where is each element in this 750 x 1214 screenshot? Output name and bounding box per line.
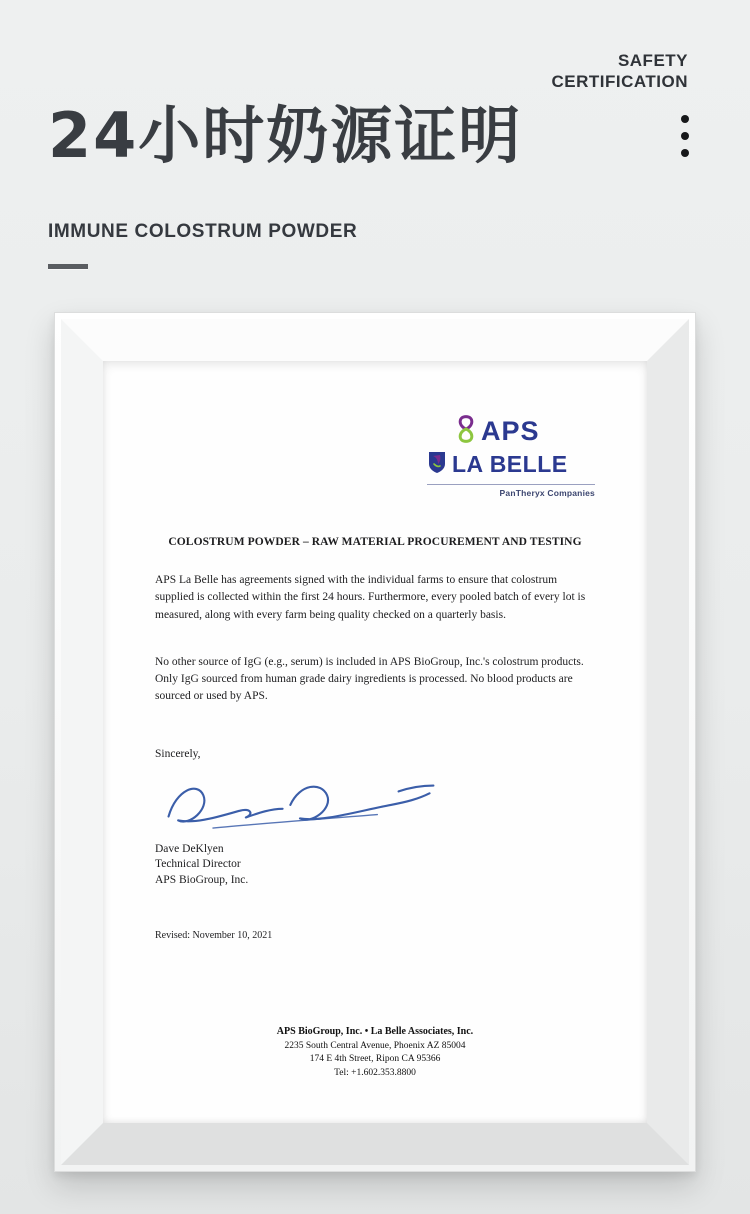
letter-title: COLOSTRUM POWDER – RAW MATERIAL PROCUREMENT AND TESTING (168, 536, 582, 548)
signer-title: Technical Director (155, 858, 241, 871)
letter-footer (103, 1025, 647, 1081)
footer-address-1: 2235 South Central Avenue, Phoenix AZ 85004 (284, 1040, 466, 1051)
vertical-ellipsis-icon (681, 115, 695, 157)
labelle-logo-row (427, 450, 595, 479)
signer-company: APS BioGroup, Inc. (155, 873, 249, 886)
aps-swirl-icon (455, 413, 477, 450)
footer-phone: Tel: +1.602.353.8800 (334, 1068, 416, 1079)
signer-block (155, 842, 595, 889)
signer-name: Dave DeKlyen (155, 842, 224, 855)
footer-address-2: 174 E 4th Street, Ripon CA 95366 (309, 1054, 441, 1065)
letter-paragraph-1: APS La Belle has agreements signed with the individual farms to ensure that colostrum supplied is collected within the first 24 hours. Furthermore, every pooled batch of every lot is measured, along with every farm being quality checked on a quarterly basis. (155, 574, 586, 621)
letter-closing: Sincerely, (155, 747, 201, 760)
divider-dash (48, 264, 88, 269)
safety-certification-label (551, 50, 688, 93)
frame-band (61, 319, 689, 1165)
letter-paragraph-2: No other source of IgG (e.g., serum) is included in APS BioGroup, Inc.'s colostrum products. Only IgG sourced from human grade dairy ingredients is processed. No blood products are sourced or used by APS. (155, 655, 584, 703)
aps-wordmark: APS (481, 416, 540, 446)
footer-company-line: APS BioGroup, Inc. • La Belle Associates, Inc. (276, 1026, 474, 1038)
safety-label-line2: CERTIFICATION (551, 72, 688, 92)
revised-date: Revised: November 10, 2021 (155, 930, 273, 942)
labelle-shield-icon (427, 450, 447, 479)
certificate-letter (103, 361, 647, 1123)
logo-divider (427, 484, 595, 485)
labelle-wordmark: LA BELLE (452, 451, 568, 477)
signature-image (155, 766, 595, 838)
safety-label-line1: SAFETY (617, 51, 688, 70)
page-subtitle: IMMUNE COLOSTRUM POWDER (48, 221, 358, 242)
certificate-frame (54, 312, 696, 1172)
title-row (48, 100, 695, 171)
pantheryx-tagline: PanTheryx Companies (499, 488, 595, 498)
page-title: 24小时奶源证明 (48, 99, 523, 172)
aps-logo-row (427, 413, 595, 450)
company-logo (427, 413, 595, 498)
